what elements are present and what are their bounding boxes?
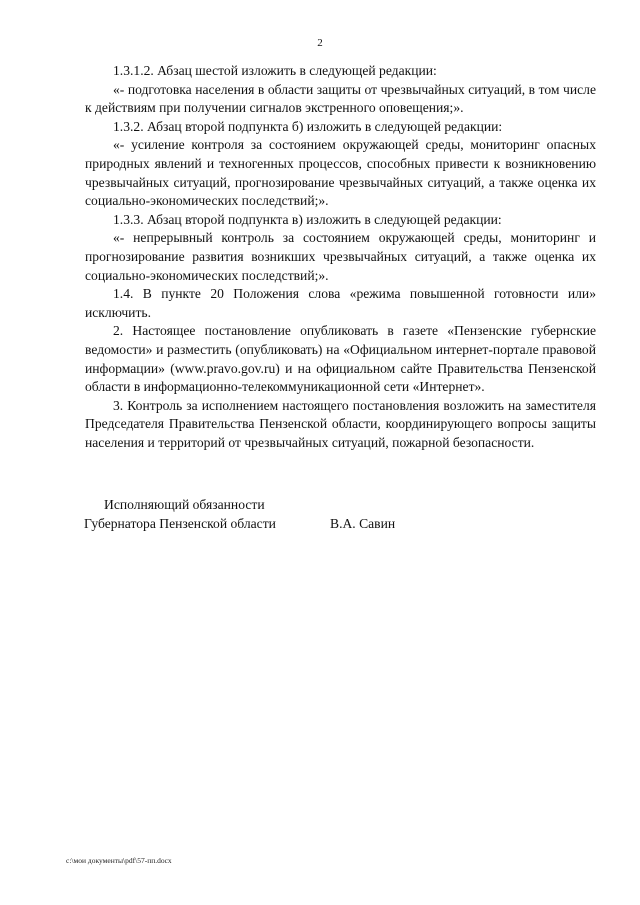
paragraph-2-publication: 2. Настоящее постановление опубликовать в газете «Пензенские губернские ведомости» и разместить (опубликовать) на «Официальном интернет-портале правовой информации» (www.pravo.gov.ru) и на официальном сайте Правительства Пензенской области в информационно-телекоммуникационной сети «Интернет».	[85, 323, 596, 395]
signatory-title-line1: Исполняющий обязанности	[104, 497, 265, 512]
footer-file-path: c:\мои документы\pdf\57-пп.docx	[66, 856, 172, 865]
paragraph-1-3-1-2-heading: 1.3.1.2. Абзац шестой изложить в следующей редакции:	[113, 63, 437, 78]
paragraph-1-4: 1.4. В пункте 20 Положения слова «режима повышенной готовности или» исключить.	[85, 286, 596, 320]
document-body	[85, 62, 596, 452]
paragraph-1-3-2-text: «- усиление контроля за состоянием окружающей среды, мониторинг опасных природных явлений и техногенных процессов, способных привести к возникновению чрезвычайных ситуаций, прогнозирование чрезвычайных ситуаций, а также оценка их социально-экономических последствий;».	[85, 137, 596, 209]
paragraph-1-3-3-text: «- непрерывный контроль за состоянием окружающей среды, мониторинг и прогнозирование развития возникших чрезвычайных ситуаций, а также оценка их социально-экономических последствий;».	[85, 230, 596, 283]
paragraph-3-control: 3. Контроль за исполнением настоящего постановления возложить на заместителя Председателя Правительства Пензенской области, координирующего вопросы защиты населения и территорий от чрезвычайных ситуаций, пожарной безопасности.	[85, 397, 596, 450]
paragraph-1-3-2-heading: 1.3.2. Абзац второй подпункта б) изложить в следующей редакции:	[113, 118, 503, 134]
page-number: 2	[317, 37, 323, 49]
signatory-name: В.А. Савин	[330, 516, 396, 531]
paragraph-1-3-1-2-text: «- подготовка населения в области защиты от чрезвычайных ситуаций, в том числе к действиям при получении сигналов экстренного оповещения;».	[85, 81, 596, 116]
signatory-title-line2: Губернатора Пензенской области	[84, 516, 276, 531]
paragraph-1-3-3-heading: 1.3.3. Абзац второй подпункта в) изложить в следующей редакции:	[113, 211, 502, 227]
